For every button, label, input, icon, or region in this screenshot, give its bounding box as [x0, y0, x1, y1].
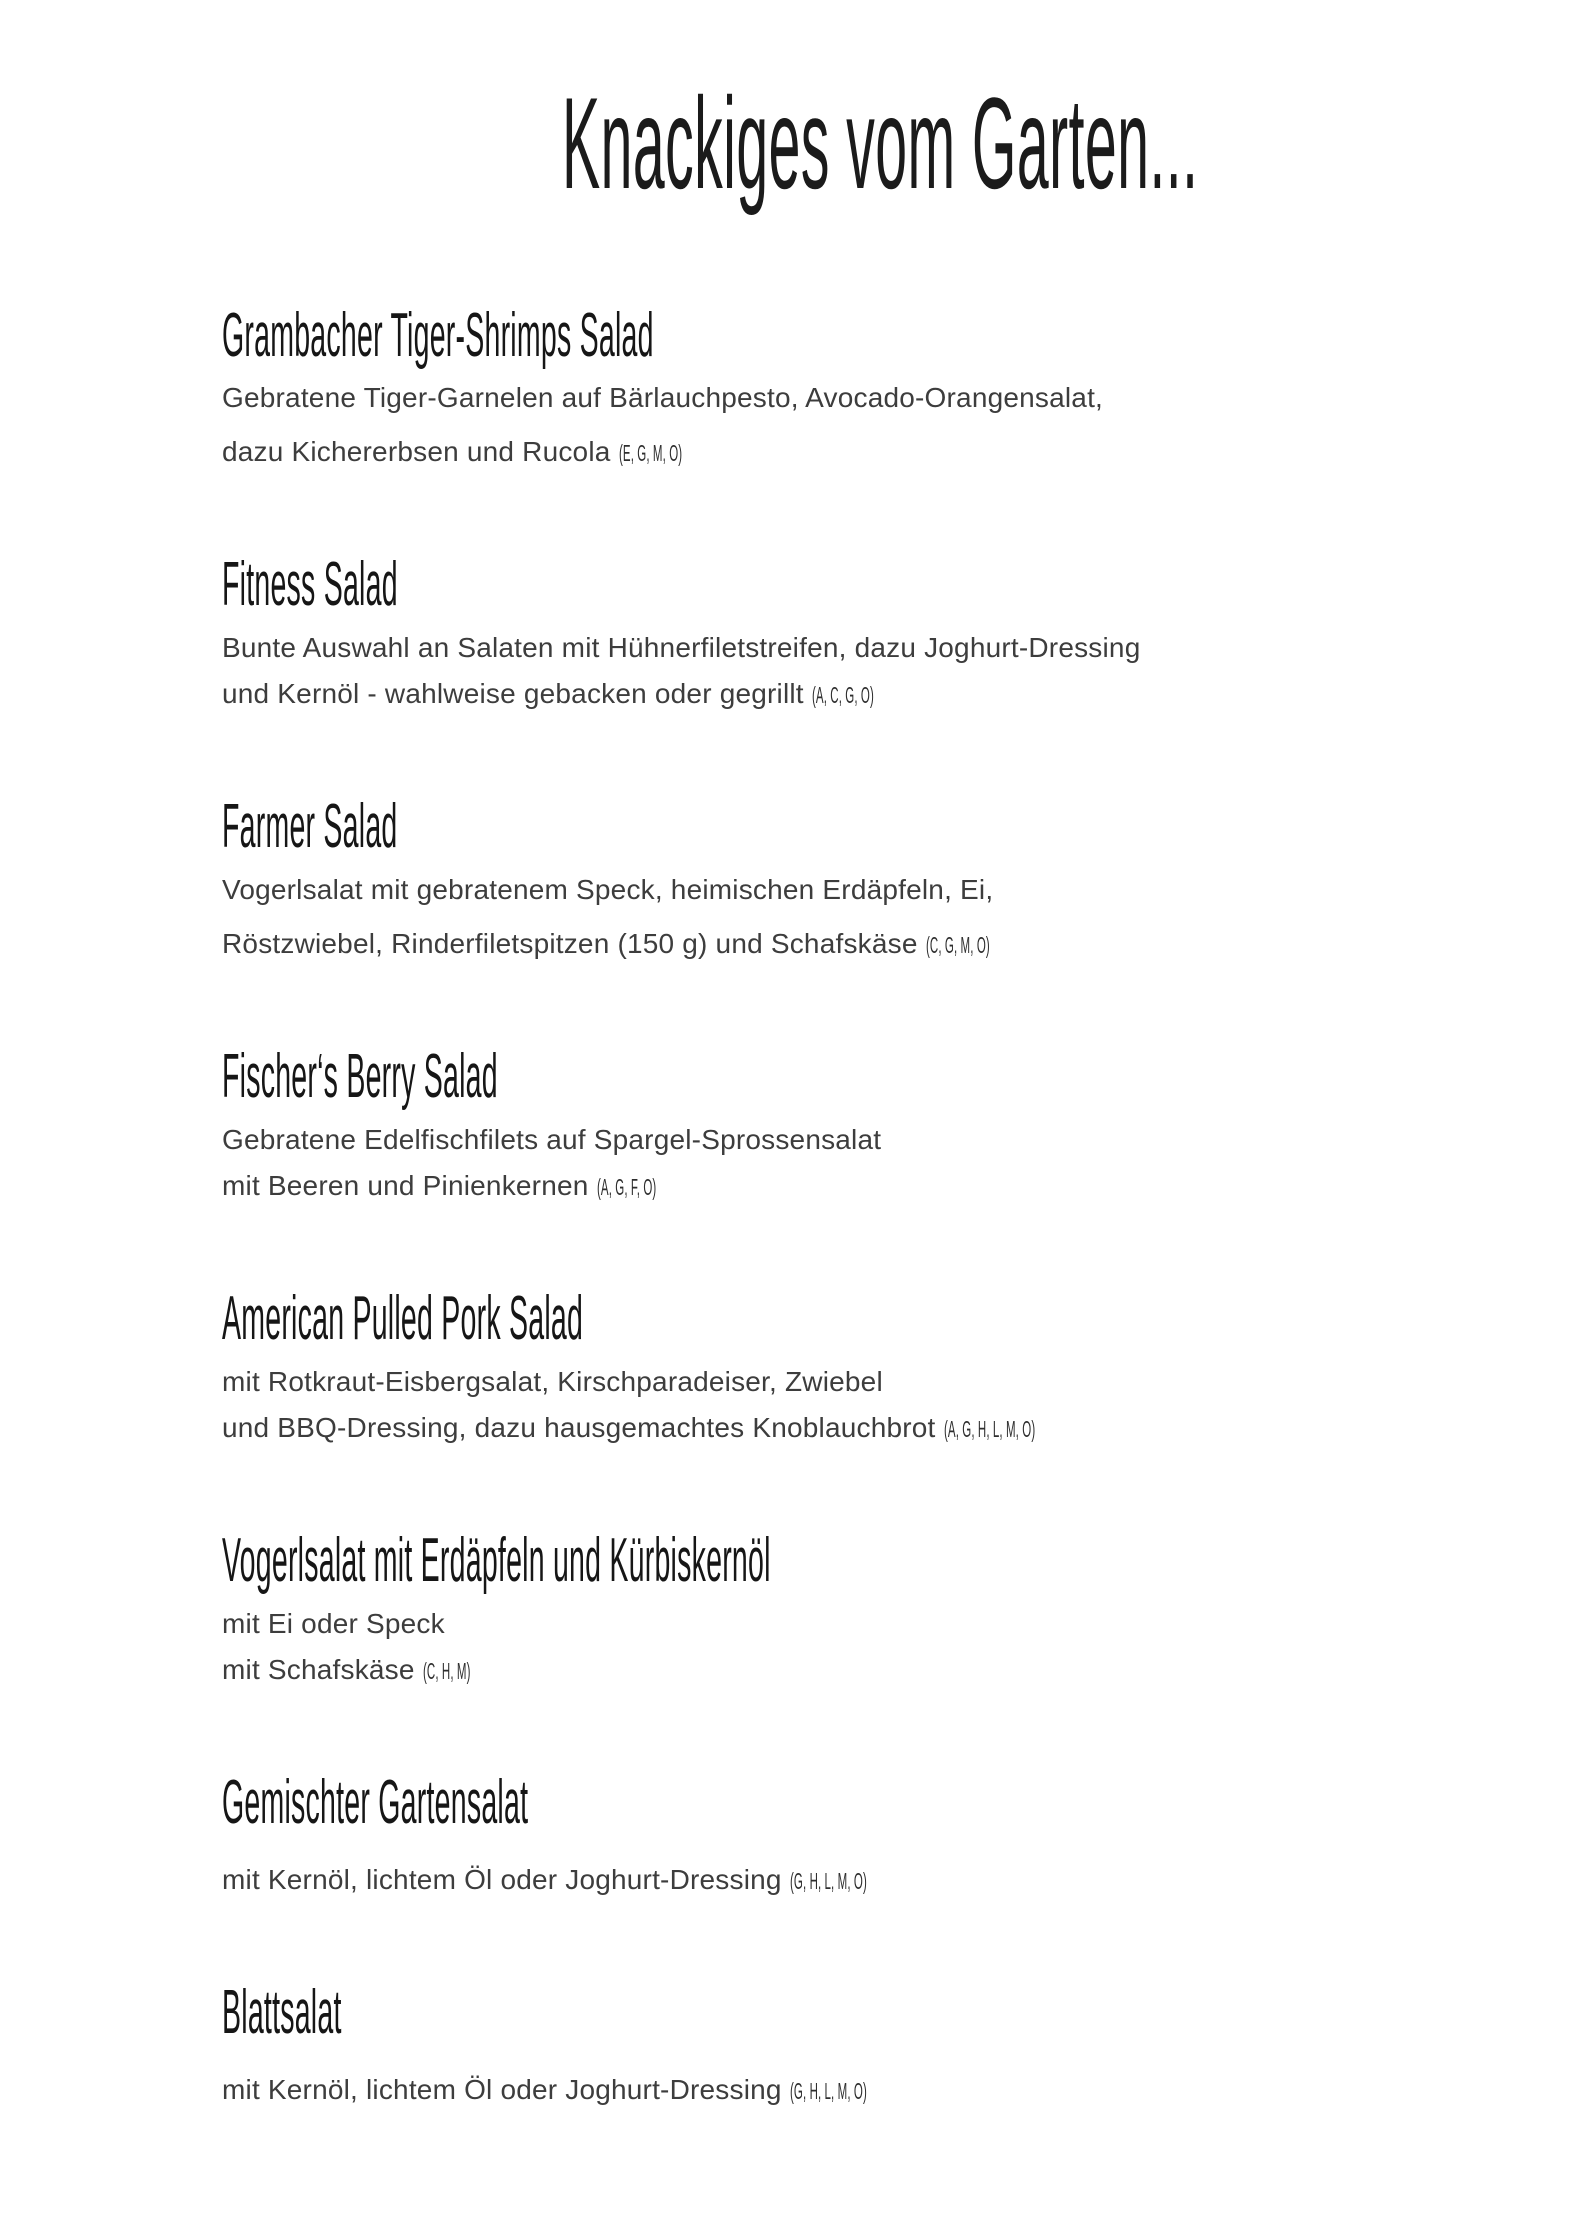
item-description-text: Röstzwiebel, Rinderfiletspitzen (150 g) und Schafskäse: [222, 928, 918, 960]
allergen-codes: (A, G, F, O): [596, 1174, 656, 1201]
item-description-line: [222, 2067, 1571, 2114]
allergen-codes: (G, H, L, M, O): [789, 1867, 867, 1894]
item-description-text: mit Rotkraut-Eisbergsalat, Kirschparadeiser, Zwiebel: [222, 1365, 883, 1397]
item-description-line: [222, 625, 1571, 671]
allergen-codes: (G, H, L, M, O): [789, 2077, 867, 2104]
allergen-codes: (E, G, M, O): [618, 440, 682, 467]
item-description-line: [222, 375, 1571, 421]
item-description-line: [222, 921, 1571, 968]
menu-item: [222, 1284, 1571, 1452]
menu-item: [222, 300, 1571, 477]
item-name: Fischer‘s Berry Salad: [222, 1042, 498, 1112]
item-name: Farmer Salad: [222, 792, 398, 862]
item-description-text: mit Schafskäse: [222, 1653, 415, 1685]
item-description-text: und Kernöl - wahlweise gebacken oder gegrillt: [222, 678, 804, 710]
item-description-line: [222, 1117, 1571, 1163]
item-description-text: Vogerlsalat mit gebratenem Speck, heimischen Erdäpfeln, Ei,: [222, 874, 994, 906]
item-description-line: [222, 1601, 1571, 1647]
allergen-codes: (A, G, H, L, M, O): [943, 1415, 1035, 1442]
item-description-line: [222, 1359, 1571, 1405]
allergen-codes: (A, C, G, O): [811, 682, 874, 709]
item-description-line: [222, 429, 1571, 476]
item-description-text: mit Kernöl, lichtem Öl oder Joghurt-Dressing: [222, 2073, 782, 2105]
item-description-text: Gebratene Edelfischfilets auf Spargel-Sprossensalat: [222, 1124, 882, 1156]
item-description-text: Gebratene Tiger-Garnelen auf Bärlauchpesto, Avocado-Orangensalat,: [222, 382, 1104, 414]
item-name: Fitness Salad: [222, 550, 398, 620]
menu-item: [222, 550, 1571, 718]
item-description-text: mit Kernöl, lichtem Öl oder Joghurt-Dressing: [222, 1863, 782, 1895]
menu-item: [222, 1977, 1571, 2114]
item-description-text: dazu Kichererbsen und Rucola: [222, 436, 611, 468]
item-description-line: [222, 867, 1571, 913]
item-name: Grambacher Tiger-Shrimps Salad: [222, 300, 654, 370]
item-description-line: [222, 671, 1571, 718]
item-description-text: mit Beeren und Pinienkernen: [222, 1170, 589, 1202]
menu-item: [222, 792, 1571, 968]
item-description-text: und BBQ-Dressing, dazu hausgemachtes Knoblauchbrot: [222, 1411, 936, 1443]
item-description-line: [222, 1163, 1571, 1210]
item-description-line: [222, 1647, 1571, 1694]
item-name: American Pulled Pork Salad: [222, 1284, 584, 1354]
item-description-text: Bunte Auswahl an Salaten mit Hühnerfiletstreifen, dazu Joghurt-Dressing: [222, 632, 1141, 664]
menu-item: [222, 1525, 1571, 1694]
allergen-codes: (C, G, M, O): [925, 932, 990, 959]
item-description-line: [222, 1405, 1571, 1452]
item-name: Blattsalat: [222, 1977, 342, 2047]
item-name: Vogerlsalat mit Erdäpfeln und Kürbiskernöl: [222, 1525, 771, 1595]
menu-item: [222, 1767, 1571, 1904]
item-description-text: mit Ei oder Speck: [222, 1607, 445, 1639]
menu-item: [222, 1042, 1571, 1210]
allergen-codes: (C, H, M): [422, 1657, 471, 1684]
item-name: Gemischter Gartensalat: [222, 1767, 529, 1837]
page-title: Knackiges vom Garten...: [562, 70, 1199, 216]
item-description-line: [222, 1857, 1571, 1904]
